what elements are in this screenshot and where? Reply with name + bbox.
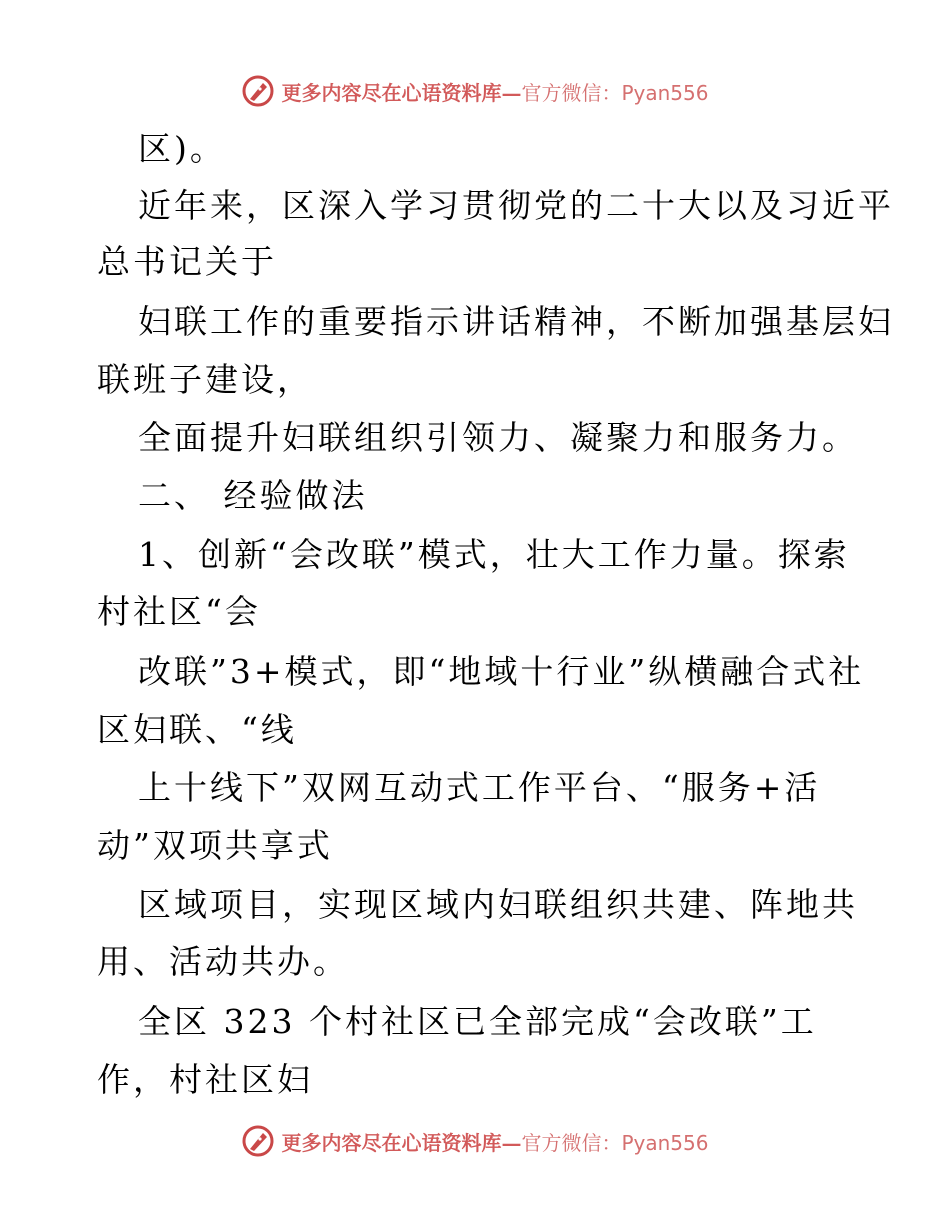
pen-nib-circle-icon [241, 74, 275, 108]
text-line: 动”双项共享式 [97, 826, 333, 865]
text-line: 改联”3+模式，即“地域十行业”纵横融合式社 [138, 652, 865, 691]
text-line: 总书记关于 [97, 242, 277, 281]
text-line: 1、创新“会改联”模式，壮大工作力量。探索 [138, 535, 850, 574]
text-line: 妇联工作的重要指示讲话精神，不断加强基层妇 [138, 302, 894, 341]
watermark-wechat-text: 官方微信：Pyan556 [521, 80, 709, 105]
watermark-site-text: 更多内容尽在心语资料库— [281, 80, 522, 105]
text-line: 近年来，区深入学习贯彻党的二十大以及习近平 [138, 186, 894, 225]
text-line: 上十线下”双网互动式工作平台、“服务+活 [138, 768, 821, 807]
section-heading: 二、 经验做法 [138, 476, 368, 515]
text-line: 区)。 [138, 129, 226, 168]
text-line: 村社区“会 [97, 592, 261, 631]
watermark-wechat-text: 官方微信：Pyan556 [521, 1130, 709, 1155]
text-line: 全面提升妇联组织引领力、凝聚力和服务力。 [138, 418, 858, 457]
watermark-site-text: 更多内容尽在心语资料库— [281, 1130, 522, 1155]
text-line: 区妇联、“线 [97, 710, 297, 749]
text-line: 区域项目，实现区域内妇联组织共建、阵地共 [138, 885, 858, 924]
text-line: 用、活动共办。 [97, 942, 349, 981]
text-line: 作，村社区妇 [97, 1060, 313, 1099]
footer-watermark [0, 1119, 950, 1163]
header-watermark [0, 69, 950, 113]
text-line: 全区 323 个村社区已全部完成“会改联”工 [138, 1002, 817, 1041]
text-line: 联班子建设， [97, 360, 313, 399]
pen-nib-circle-icon [241, 1124, 275, 1158]
